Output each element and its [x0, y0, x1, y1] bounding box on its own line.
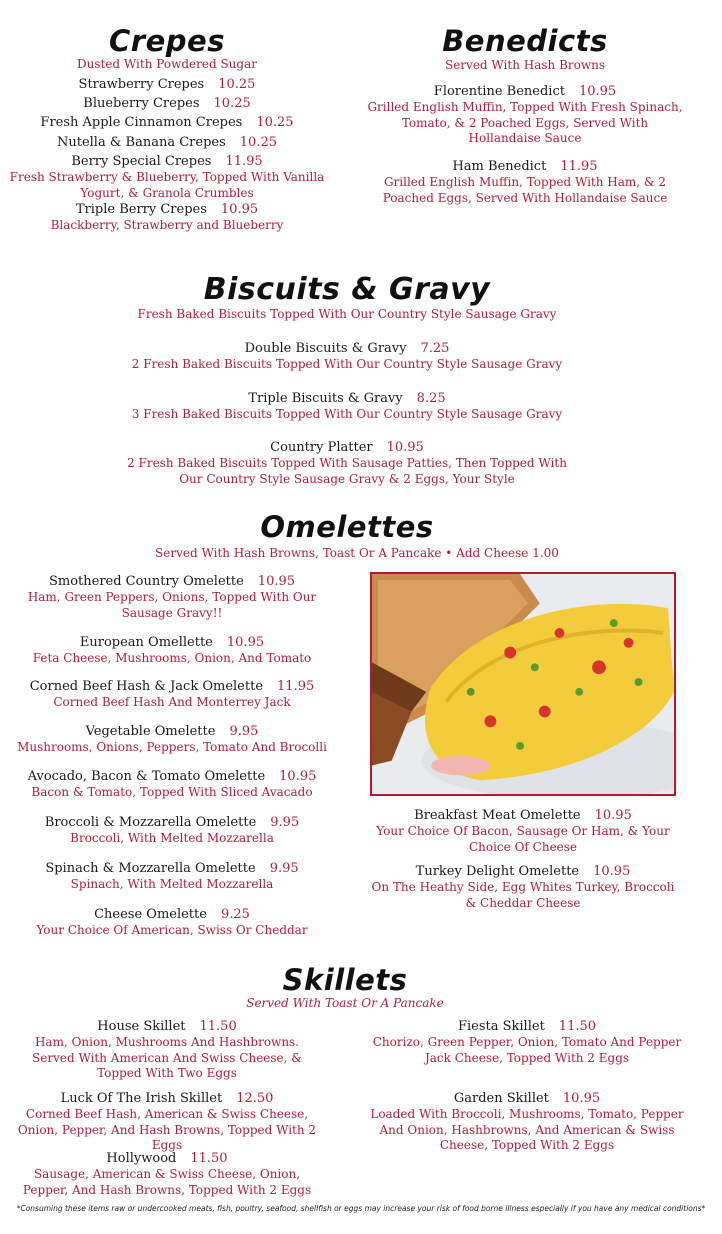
biscuits-subtitle: Fresh Baked Biscuits Topped With Our Country Style Sausage Gravy — [137, 307, 557, 321]
item-price: 10.95 — [594, 808, 632, 823]
menu-item — [12, 814, 332, 847]
item-name: Triple Berry Crepes — [75, 202, 207, 217]
item-description: Ham, Green Peppers, Onions, Topped With Our Sausage Gravy!! — [27, 590, 317, 620]
item-price: 10.25 — [218, 77, 256, 92]
item-price: 10.95 — [226, 635, 265, 650]
menu-item — [0, 201, 334, 234]
item-price: 11.95 — [560, 159, 598, 174]
item-description: Chorizo, Green Pepper, Onion, Tomato And Pepper Jack Cheese, Topped With 2 Eggs — [372, 1035, 682, 1065]
item-name: Cheese Omelette — [94, 907, 207, 922]
item-description: Broccoli, With Melted Mozzarella — [70, 831, 274, 845]
menu-item — [12, 723, 332, 756]
item-price: 11.95 — [277, 679, 315, 694]
menu-item — [97, 390, 597, 423]
menu-item — [14, 1090, 320, 1154]
item-name: Country Platter — [270, 440, 373, 455]
menu-item — [362, 1018, 692, 1066]
item-name: Hollywood — [106, 1151, 177, 1166]
item-name: Spinach & Mozzarella Omelette — [45, 861, 256, 876]
item-price: 10.25 — [256, 115, 294, 130]
item-price: 10.95 — [578, 84, 617, 99]
item-price: 10.95 — [593, 864, 631, 879]
item-name: Blueberry Crepes — [83, 96, 200, 111]
item-price: 10.95 — [220, 202, 259, 217]
item-description: Loaded With Broccoli, Mushrooms, Tomato, Pepper And Onion, Hashbrowns, And American & Swiss Cheese, Topped With 2 Eggs — [370, 1107, 684, 1152]
menu-item — [364, 83, 686, 147]
item-name: Double Biscuits & Gravy — [244, 341, 407, 356]
benedicts-subtitle: Served With Hash Browns — [444, 58, 606, 72]
item-description: 3 Fresh Baked Biscuits Topped With Our Country Style Sausage Gravy — [131, 407, 563, 421]
menu-item — [97, 340, 597, 373]
item-description: On The Heathy Side, Egg Whites Turkey, Broccoli & Cheddar Cheese — [371, 880, 675, 910]
item-price: 10.25 — [239, 135, 277, 150]
item-description: 2 Fresh Baked Biscuits Topped With Sausage Patties, Then Topped With Our Country Style Sausage Gravy & 2 Eggs, Your Style — [127, 456, 567, 486]
item-description: Spinach, With Melted Mozzarella — [70, 877, 274, 891]
item-description: Corned Beef Hash And Monterrey Jack — [53, 695, 291, 709]
item-name: Turkey Delight Omelette — [415, 864, 580, 879]
item-name: Garden Skillet — [453, 1091, 549, 1106]
item-description: Sausage, American & Swiss Cheese, Onion, Pepper, And Hash Browns, Topped With 2 Eggs — [22, 1167, 312, 1197]
item-name: Avocado, Bacon & Tomato Omelette — [27, 769, 266, 784]
item-name: Strawberry Crepes — [78, 77, 205, 92]
item-name: Nutella & Banana Crepes — [56, 135, 226, 150]
item-price: 9.95 — [270, 815, 300, 830]
omelettes-title: Omelettes — [260, 510, 434, 544]
menu-item — [12, 906, 332, 939]
item-name: Vegetable Omelette — [85, 724, 216, 739]
item-price: 7.25 — [420, 341, 450, 356]
item-price: 10.95 — [279, 769, 317, 784]
item-name: Broccoli & Mozzarella Omelette — [44, 815, 257, 830]
item-description: Ham, Onion, Mushrooms And Hashbrowns. Served With American And Swiss Cheese, & Topped With Two Eggs — [32, 1035, 302, 1080]
crepes-title: Crepes — [109, 24, 225, 58]
menu-item — [0, 114, 334, 131]
item-description: Grilled English Muffin, Topped With Fresh Spinach, Tomato, & 2 Poached Eggs, Served With Hollandaise Sauce — [367, 100, 683, 145]
crepes-subtitle: Dusted With Powdered Sugar — [77, 57, 257, 71]
item-price: 11.50 — [558, 1019, 597, 1034]
menu-item — [12, 634, 332, 667]
item-description: Feta Cheese, Mushrooms, Onion, And Tomato — [32, 651, 312, 665]
item-name: Corned Beef Hash & Jack Omelette — [29, 679, 264, 694]
menu-item — [0, 95, 334, 112]
menu-item — [6, 153, 328, 201]
menu-item — [12, 678, 332, 711]
omelette-toast-photo — [370, 572, 676, 796]
menu-item — [127, 439, 567, 487]
item-name: Triple Biscuits & Gravy — [248, 391, 403, 406]
benedicts-title: Benedicts — [442, 24, 608, 58]
item-name: Ham Benedict — [452, 159, 547, 174]
item-price: 11.50 — [199, 1019, 237, 1034]
item-name: Berry Special Crepes — [71, 154, 212, 169]
item-description: Your Choice Of Bacon, Sausage Or Ham, & Your Choice Of Cheese — [376, 824, 670, 854]
item-price: 11.95 — [225, 154, 263, 169]
item-description: Grilled English Muffin, Topped With Ham, & 2 Poached Eggs, Served With Hollandaise Sauce — [382, 175, 668, 205]
item-price: 10.95 — [562, 1091, 601, 1106]
menu-item — [0, 134, 334, 151]
health-disclaimer: *Consuming these items raw or undercooked meats, fish, poultry, seafood, shellfish or eggs may increase your risk of food borne illness especially if you have any medical conditions* — [16, 1204, 706, 1213]
item-name: House Skillet — [97, 1019, 186, 1034]
item-name: Luck Of The Irish Skillet — [60, 1091, 223, 1106]
menu-item — [364, 158, 686, 206]
item-price: 10.95 — [386, 440, 424, 455]
item-name: Fiesta Skillet — [457, 1019, 545, 1034]
item-price: 11.50 — [190, 1151, 228, 1166]
item-description: Your Choice Of American, Swiss Or Cheddar — [36, 923, 308, 937]
item-price: 9.25 — [220, 907, 250, 922]
item-name: Smothered Country Omelette — [48, 574, 244, 589]
item-description: Blackberry, Strawberry and Blueberry — [50, 218, 284, 232]
menu-item — [368, 863, 678, 911]
item-price: 10.95 — [257, 574, 296, 589]
skillets-title: Skillets — [282, 963, 408, 997]
item-price: 9.95 — [229, 724, 259, 739]
item-description: 2 Fresh Baked Biscuits Topped With Our Country Style Sausage Gravy — [131, 357, 563, 371]
item-price: 12.50 — [236, 1091, 274, 1106]
menu-item — [362, 1090, 692, 1154]
item-name: Breakfast Meat Omelette — [414, 808, 581, 823]
item-description: Bacon & Tomato, Topped With Sliced Avacado — [31, 785, 313, 799]
item-description: Corned Beef Hash, American & Swiss Cheese, Onion, Pepper, And Hash Browns, Topped With 2 Eggs — [17, 1107, 317, 1152]
item-description: Fresh Strawberry & Blueberry, Topped With Vanilla Yogurt, & Granola Crumbles — [9, 170, 325, 200]
menu-item — [12, 768, 332, 801]
menu-item — [12, 860, 332, 893]
item-name: Fresh Apple Cinnamon Crepes — [40, 115, 243, 130]
omelettes-subtitle: Served With Hash Browns, Toast Or A Pancake • Add Cheese 1.00 — [155, 546, 559, 560]
item-description: Mushrooms, Onions, Peppers, Tomato And Brocolli — [17, 740, 327, 754]
menu-item — [22, 573, 322, 621]
menu-item — [0, 76, 334, 93]
item-price: 9.95 — [269, 861, 299, 876]
biscuits-title: Biscuits & Gravy — [203, 272, 491, 307]
item-name: Florentine Benedict — [433, 84, 565, 99]
item-price: 10.25 — [213, 96, 251, 111]
menu-item — [14, 1150, 320, 1198]
item-price: 8.25 — [416, 391, 446, 406]
item-name: European Omellette — [79, 635, 213, 650]
menu-item — [14, 1018, 320, 1082]
menu-item — [368, 807, 678, 855]
skillets-subtitle: Served With Toast Or A Pancake — [246, 996, 444, 1010]
